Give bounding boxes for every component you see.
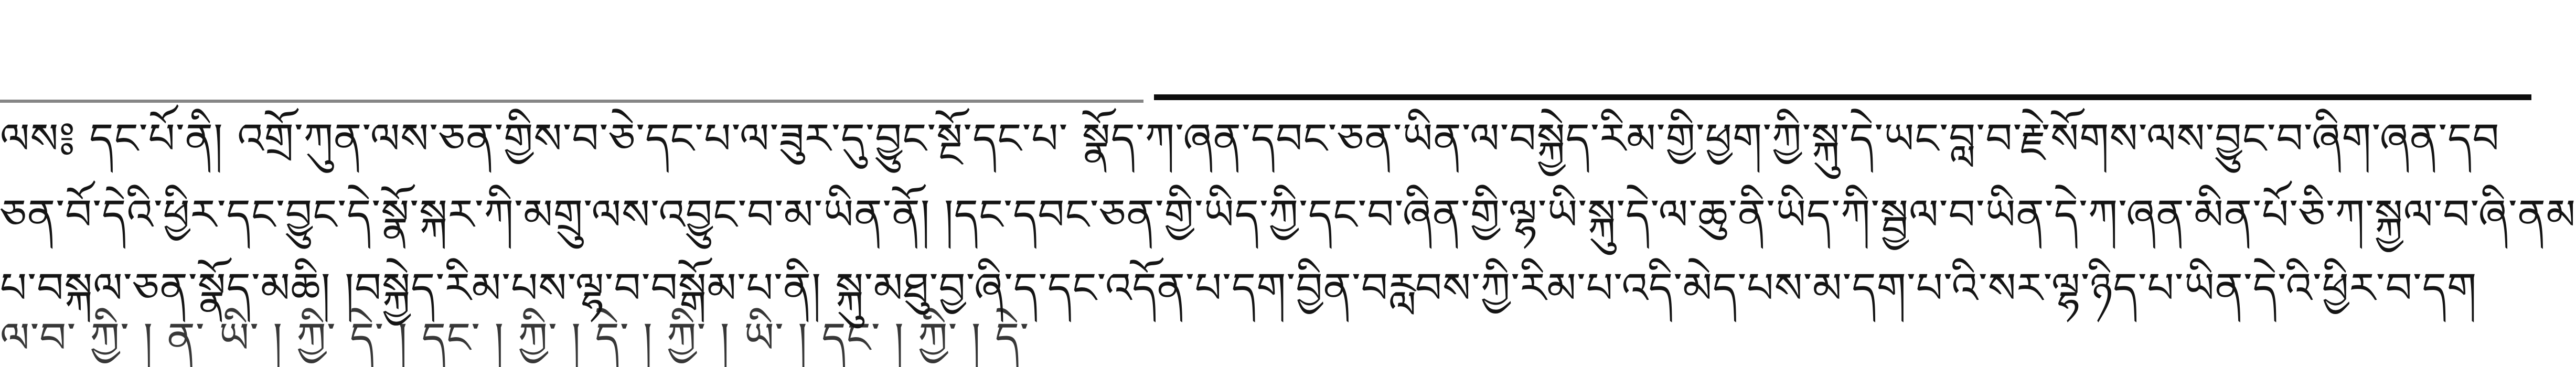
text-line-4-partial	[0, 309, 2531, 362]
text-line-4-text: ལ་བ་ ཀྱི་ ། ན་ ཡི་ ། ཀྱི་ དེ་ ། དང་ ། ཀྱི་ ། དེ་ ། ཀྱི་ ། ཡི་ ། དང་ ། ཀྱི་ ། དེ་	[0, 314, 1030, 362]
text-line-1: ལས༔ དང་པོ་ནི། འགྲོ་ཀུན་ལས་ཅན་གྱིས་བ་ཅེ་དང་པ་ལ་ཟུར་དུ་བྱུང་སྔོ་དང་པ་ སྣོད་ཀ་ཞན་དབང་ཅན་ཡིན་ལ་བསྐྱེད་རིམ་གྱི་ཕྱག་ཀྱི་སྐུ་དེ་ཡང་བླ་བ་རྗེ་སོགས་ལས་བྱུང་བ་ཞིག་ཞན་དབ	[0, 114, 2500, 163]
upper-right-rule	[1154, 94, 2531, 100]
upper-left-rule	[0, 100, 1143, 103]
text-line-3: པ་བསྐལ་ཅན་སྣོད་མཆི། །བསྐྱེད་རིམ་པས་ལྷ་བ་བསྒོམ་པ་ནི། སྐུ་མཐུ་བྱ་ཞི་ད་དང་འདོན་པ་དག་བྱིན་བརླབས་ཀྱི་རིམ་པ་འདི་མེད་པས་མ་དག་པ་འི་སར་ལྷ་ཉིད་པ་ཡིན་དེ་འི་ཕྱིར་བ་དག	[0, 264, 2477, 312]
text-line-2: ཅན་བོ་དེའི་ཕྱིར་དང་བྱུང་དེ་སྣོ་སྐར་ཀི་མགྲུ་ལས་འབྱུང་བ་མ་ཡིན་ནོ། །དང་དབང་ཅན་གྱི་ཡིད་ཀྱི་དང་བ་ཞིན་གྱི་ལྷ་ཡི་སྐུ་དེ་ལ་ཆུ་ནི་ཡིད་ཀི་སྦྱལ་བ་ཡིན་དེ་ཀ་ཞན་མིན་པོ་ཅི་ཀ་སྐྱལ་བ་ཞི་ནམ	[0, 190, 2576, 239]
